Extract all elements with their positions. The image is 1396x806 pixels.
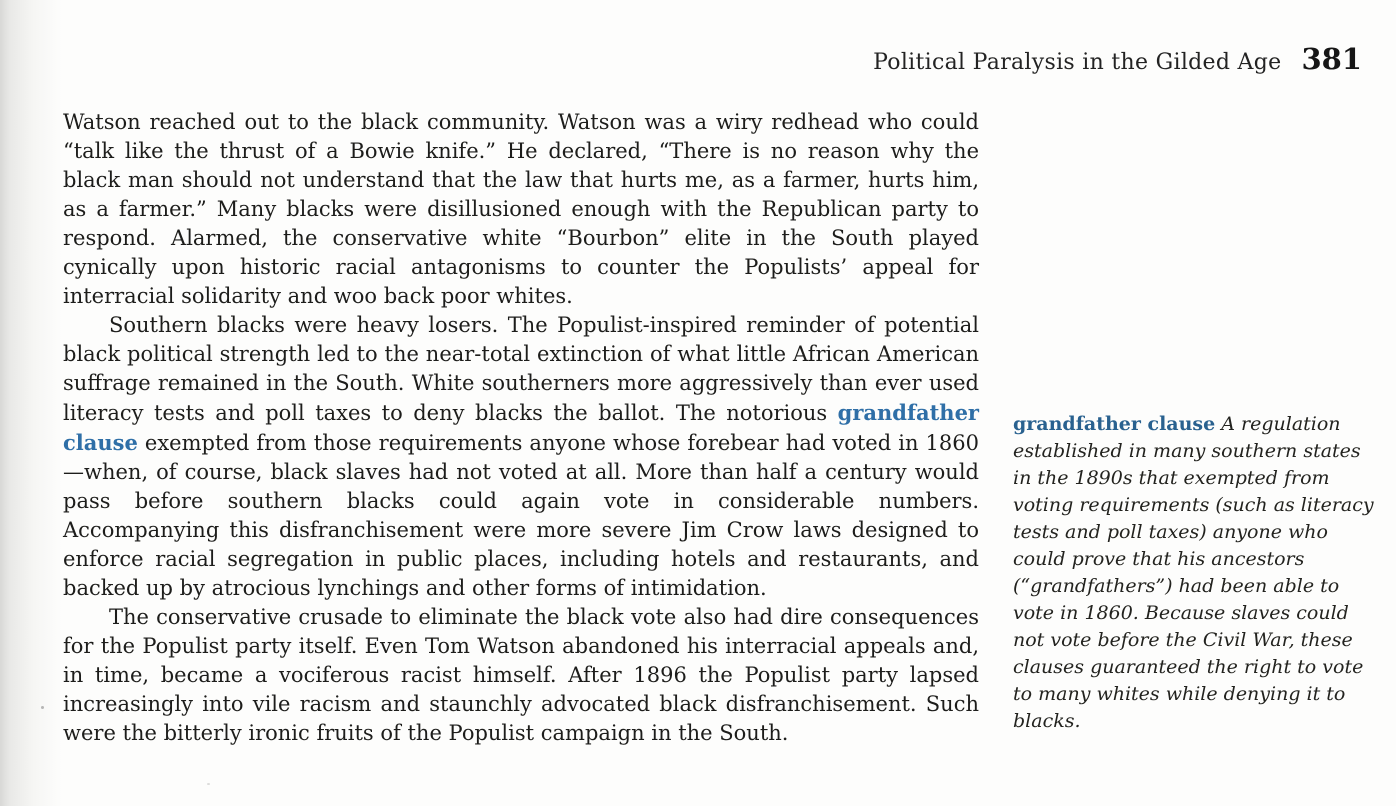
scan-edge-shadow <box>0 0 62 806</box>
running-head <box>873 42 1362 76</box>
keyterm-grandfather-clause: grandfather clause <box>63 400 979 455</box>
main-text-column <box>63 108 979 748</box>
paragraph-conservative-crusade <box>63 603 979 748</box>
running-head-title: Political Paralysis in the Gilded Age <box>873 50 1282 75</box>
paragraph-text: Southern blacks were heavy losers. The Populist-inspired reminder of potential black political strength led to the near-total extinction of what little African American suffrage remained in the South. White southerners more aggressively than ever used literacy tests and poll taxes to deny blacks the ballot. The notorious <box>63 313 979 425</box>
definition-text: A regulation established in many southern states in the 1890s that exempted from voting requirements (such as literacy tests and poll taxes) anyone who could prove that his ancestors (“grandfathers”) had been able to vote in 1860. Because slaves could not vote before the Civil War, these clauses guaranteed the right to vote to many whites while denying it to blacks. <box>1013 413 1374 732</box>
paragraph-text: Watson reached out to the black community. Watson was a wiry redhead who could “talk like the thrust of a Bowie knife.” He declared, “There is no reason why the black man should not understand that the law that hurts me, as a farmer, hurts him, as a farmer.” Many blacks were disillusioned enough with the Republican party to respond. Alarmed, the conservative white “Bourbon” elite in the South played cynically upon historic racial antagonisms to counter the Populists’ appeal for interracial solidarity and woo back poor whites. <box>63 110 979 308</box>
paragraph-watson-outreach <box>63 108 979 311</box>
paragraph-text: exempted from those requirements anyone whose forebear had voted in 1860—when, of course, black slaves had not voted at all. More than half a century would pass before southern blacks could again vote in considerable numbers. Accompanying this disfranchisement were more severe Jim Crow laws designed to enforce racial segregation in public places, including hotels and restaurants, and backed up by atrocious lynchings and other forms of intimidation. <box>63 431 979 600</box>
scan-speck <box>207 783 210 785</box>
paragraph-southern-blacks <box>63 311 979 603</box>
page-number: 381 <box>1301 42 1362 76</box>
definition-term: grandfather clause <box>1013 413 1216 435</box>
margin-definition <box>1013 411 1375 735</box>
paragraph-text: The conservative crusade to eliminate the black vote also had dire consequences for the Populist party itself. Even Tom Watson abandoned his interracial appeals and, in time, became a vociferous racist himself. After 1896 the Populist party lapsed increasingly into vile racism and staunchly advocated black disfranchisement. Such were the bitterly ironic fruits of the Populist campaign in the South. <box>63 605 979 745</box>
scan-speck <box>41 706 44 709</box>
